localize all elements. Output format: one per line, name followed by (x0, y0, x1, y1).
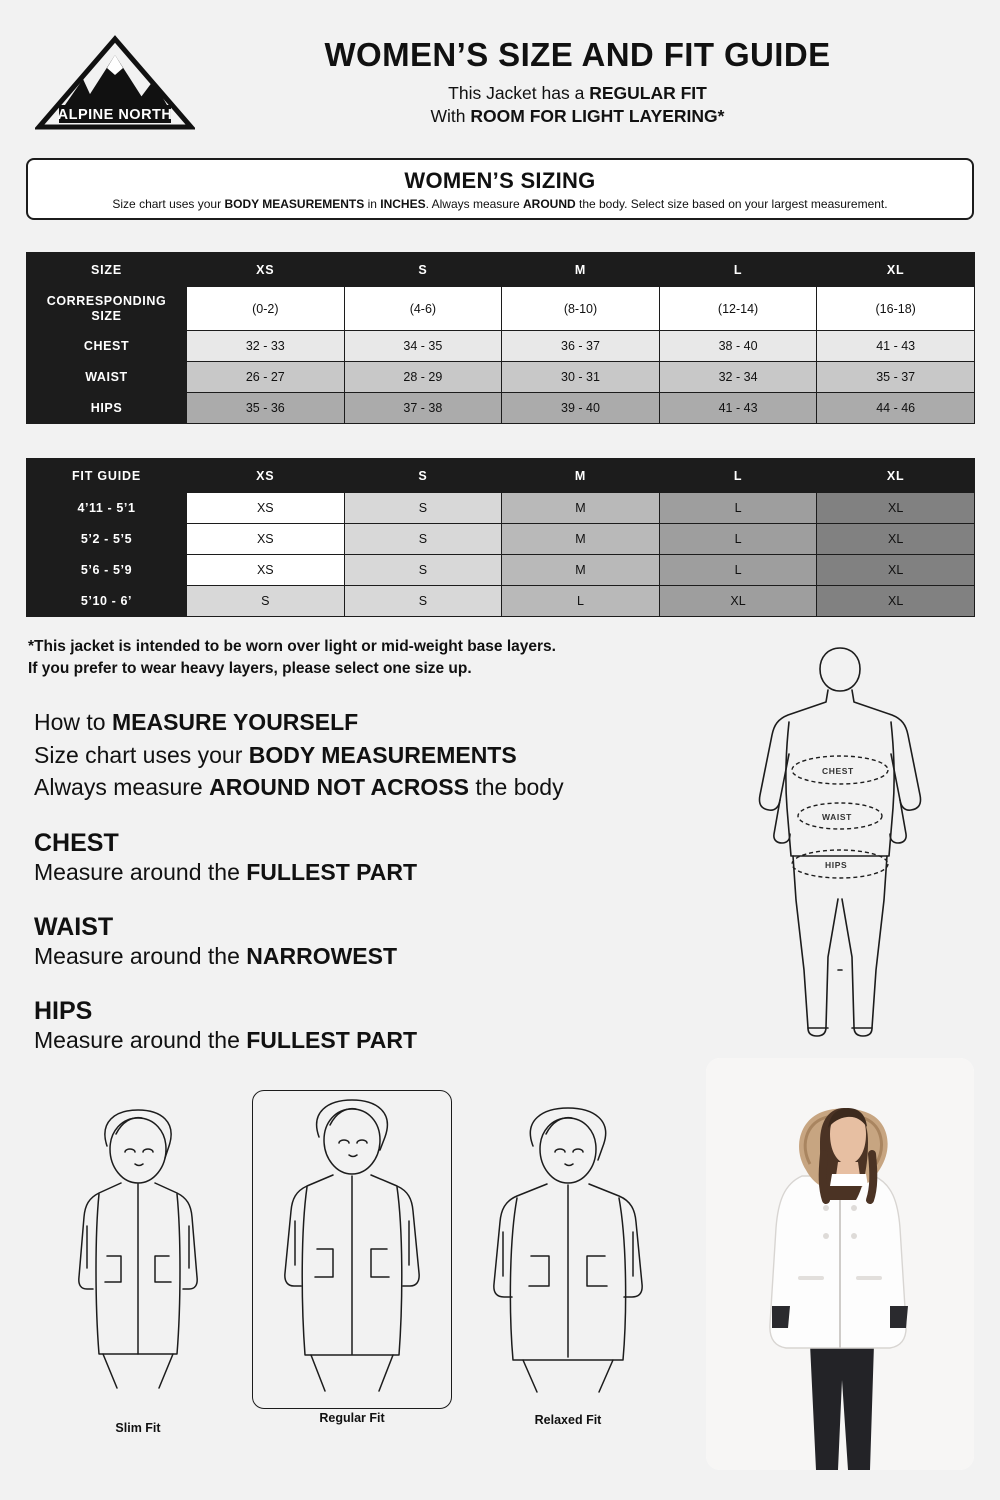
hips-instruction (34, 1026, 714, 1056)
cell-h1-m: M (502, 493, 660, 524)
fit-option-regular[interactable] (252, 1090, 452, 1425)
waist-heading: WAIST (34, 912, 114, 941)
cell-chest-s: 34 - 35 (344, 331, 502, 362)
cell-h1-xs: XS (187, 493, 345, 524)
relaxed-fit-figure (468, 1100, 668, 1407)
cell-h3-l: L (659, 555, 817, 586)
cell-chest-l: 38 - 40 (659, 331, 817, 362)
body-outline-icon (700, 640, 980, 1050)
col-head-fit-xl: XL (817, 459, 975, 493)
footnote-line-2: If you prefer to wear heavy layers, please select one size up. (28, 660, 472, 678)
fit-option-relaxed[interactable] (468, 1100, 668, 1427)
cell-hips-l: 41 - 43 (659, 393, 817, 424)
banner-sub-2: in (364, 196, 381, 211)
cell-chest-xl: 41 - 43 (817, 331, 975, 362)
relaxed-fit-jacket-icon (473, 1106, 663, 1398)
row-label-hips: HIPS (27, 393, 187, 424)
cell-h3-xs: XS (187, 555, 345, 586)
regular-fit-jacket-icon (257, 1097, 447, 1399)
cell-h1-s: S (344, 493, 502, 524)
slim-fit-figure (38, 1100, 238, 1415)
cell-h4-xs: S (187, 586, 345, 617)
row-label-height-3: 5’6 - 5’9 (27, 555, 187, 586)
cell-h4-s: S (344, 586, 502, 617)
table-row (27, 331, 975, 362)
measure-instructions (34, 706, 714, 1056)
layer-line-pre: With (430, 106, 471, 127)
woman-wearing-white-parka-photo (706, 1058, 974, 1470)
body-measurement-diagram (700, 640, 980, 1050)
row-label-chest: CHEST (27, 331, 187, 362)
slim-fit-jacket-icon (43, 1106, 233, 1406)
banner-sub-1: Size chart uses your (112, 196, 225, 211)
chest-instruction-bold: FULLEST PART (246, 858, 418, 885)
cell-h1-l: L (659, 493, 817, 524)
col-head-m: M (502, 253, 660, 287)
mountain-logo-icon (35, 35, 195, 131)
cell-chest-m: 36 - 37 (502, 331, 660, 362)
col-head-xs: XS (187, 253, 345, 287)
waist-instruction (34, 942, 714, 972)
page-title: WOMEN’S SIZE AND FIT GUIDE (324, 36, 831, 74)
measure-line-3-bold: AROUND NOT ACROSS (209, 774, 469, 801)
chest-heading: CHEST (34, 828, 119, 857)
footnote-line-1: *This jacket is intended to be worn over light or mid-weight base layers. (28, 638, 556, 655)
col-head-l: L (659, 253, 817, 287)
table-row (27, 493, 975, 524)
measure-line-2 (34, 739, 714, 772)
cell-hips-xs: 35 - 36 (187, 393, 345, 424)
cell-h3-s: S (344, 555, 502, 586)
hips-measure-label: HIPS (825, 860, 848, 870)
regular-fit-caption: Regular Fit (319, 1411, 385, 1425)
cell-hips-m: 39 - 40 (502, 393, 660, 424)
header-text-block (195, 37, 1000, 129)
col-head-s: S (344, 253, 502, 287)
col-head-fit-l: L (659, 459, 817, 493)
table-header-row (27, 253, 975, 287)
banner-sub-4: the body. Select size based on your largest measurement. (575, 196, 888, 211)
slim-fit-caption: Slim Fit (115, 1421, 161, 1435)
waist-measure-label: WAIST (822, 812, 852, 822)
cell-h2-xl: XL (817, 524, 975, 555)
row-label-height-4: 5’10 - 6’ (27, 586, 187, 617)
cell-corr-xl: (16-18) (817, 287, 975, 331)
row-label-waist: WAIST (27, 362, 187, 393)
cell-waist-xs: 26 - 27 (187, 362, 345, 393)
cell-h3-m: M (502, 555, 660, 586)
measure-line-1-pre: How to (34, 709, 112, 735)
measure-line-3 (34, 771, 714, 804)
cell-waist-s: 28 - 29 (344, 362, 502, 393)
table-row (27, 393, 975, 424)
fit-illustrations (30, 1090, 690, 1470)
banner-sub-b3: AROUND (522, 196, 576, 211)
page-header (0, 28, 1000, 138)
cell-waist-m: 30 - 31 (502, 362, 660, 393)
table-row (27, 287, 975, 331)
banner-sub-3: . Always measure (425, 196, 523, 211)
cell-h4-l: XL (659, 586, 817, 617)
cell-chest-xs: 32 - 33 (187, 331, 345, 362)
col-head-xl: XL (817, 253, 975, 287)
header-subtitle (195, 82, 960, 129)
chest-measure-label: CHEST (822, 766, 854, 776)
measure-line-1 (34, 706, 714, 739)
banner-title: WOMEN’S SIZING (404, 167, 596, 193)
chest-instruction-pre: Measure around the (34, 858, 247, 885)
fit-guide-table (26, 458, 975, 617)
layering-footnote (28, 636, 688, 681)
fit-line-pre: This Jacket has a (448, 82, 590, 103)
hips-instruction-pre: Measure around the (34, 1026, 247, 1053)
cell-h2-s: S (344, 524, 502, 555)
measure-line-3-pre: Always measure (34, 774, 210, 801)
cell-hips-xl: 44 - 46 (817, 393, 975, 424)
table-row (27, 555, 975, 586)
cell-h4-m: L (502, 586, 660, 617)
cell-corr-s: (4-6) (344, 287, 502, 331)
cell-waist-xl: 35 - 37 (817, 362, 975, 393)
row-label-corresponding-size: CORRESPONDING SIZE (27, 287, 187, 331)
cell-h1-xl: XL (817, 493, 975, 524)
cell-hips-s: 37 - 38 (344, 393, 502, 424)
fit-option-slim[interactable] (38, 1100, 238, 1435)
col-head-fit-m: M (502, 459, 660, 493)
col-head-fit-guide: FIT GUIDE (27, 459, 187, 493)
measure-line-2-bold: BODY MEASUREMENTS (248, 741, 517, 768)
hips-instruction-bold: FULLEST PART (246, 1026, 418, 1053)
svg-text:ALPINE NORTH: ALPINE NORTH (57, 107, 173, 123)
table-header-row (27, 459, 975, 493)
cell-h2-m: M (502, 524, 660, 555)
row-label-height-2: 5’2 - 5’5 (27, 524, 187, 555)
regular-fit-figure (252, 1090, 452, 1409)
waist-instruction-bold: NARROWEST (246, 942, 398, 969)
waist-instruction-pre: Measure around the (34, 942, 247, 969)
product-photo (706, 1058, 974, 1470)
size-chart-table (26, 252, 975, 424)
cell-h3-xl: XL (817, 555, 975, 586)
measure-line-2-pre: Size chart uses your (34, 741, 249, 768)
banner-subtitle (112, 197, 887, 211)
measure-line-3-post: the body (468, 774, 564, 801)
brand-logo (35, 35, 195, 131)
cell-h4-xl: XL (817, 586, 975, 617)
relaxed-fit-caption: Relaxed Fit (534, 1413, 602, 1427)
cell-waist-l: 32 - 34 (659, 362, 817, 393)
col-head-fit-s: S (344, 459, 502, 493)
cell-corr-xs: (0-2) (187, 287, 345, 331)
cell-corr-m: (8-10) (502, 287, 660, 331)
sizing-banner (26, 158, 974, 220)
hips-heading: HIPS (34, 996, 93, 1025)
banner-sub-b2: INCHES (380, 196, 426, 211)
col-head-fit-xs: XS (187, 459, 345, 493)
table-row (27, 362, 975, 393)
table-row (27, 524, 975, 555)
fit-line-bold: REGULAR FIT (589, 82, 707, 103)
layer-line-bold: ROOM FOR LIGHT LAYERING* (470, 106, 725, 127)
cell-h2-l: L (659, 524, 817, 555)
measure-line-1-bold: MEASURE YOURSELF (111, 709, 359, 735)
row-label-height-1: 4’11 - 5’1 (27, 493, 187, 524)
banner-sub-b1: BODY MEASUREMENTS (224, 196, 365, 211)
cell-h2-xs: XS (187, 524, 345, 555)
col-head-size: SIZE (27, 253, 187, 287)
chest-instruction (34, 858, 714, 888)
table-row (27, 586, 975, 617)
cell-corr-l: (12-14) (659, 287, 817, 331)
